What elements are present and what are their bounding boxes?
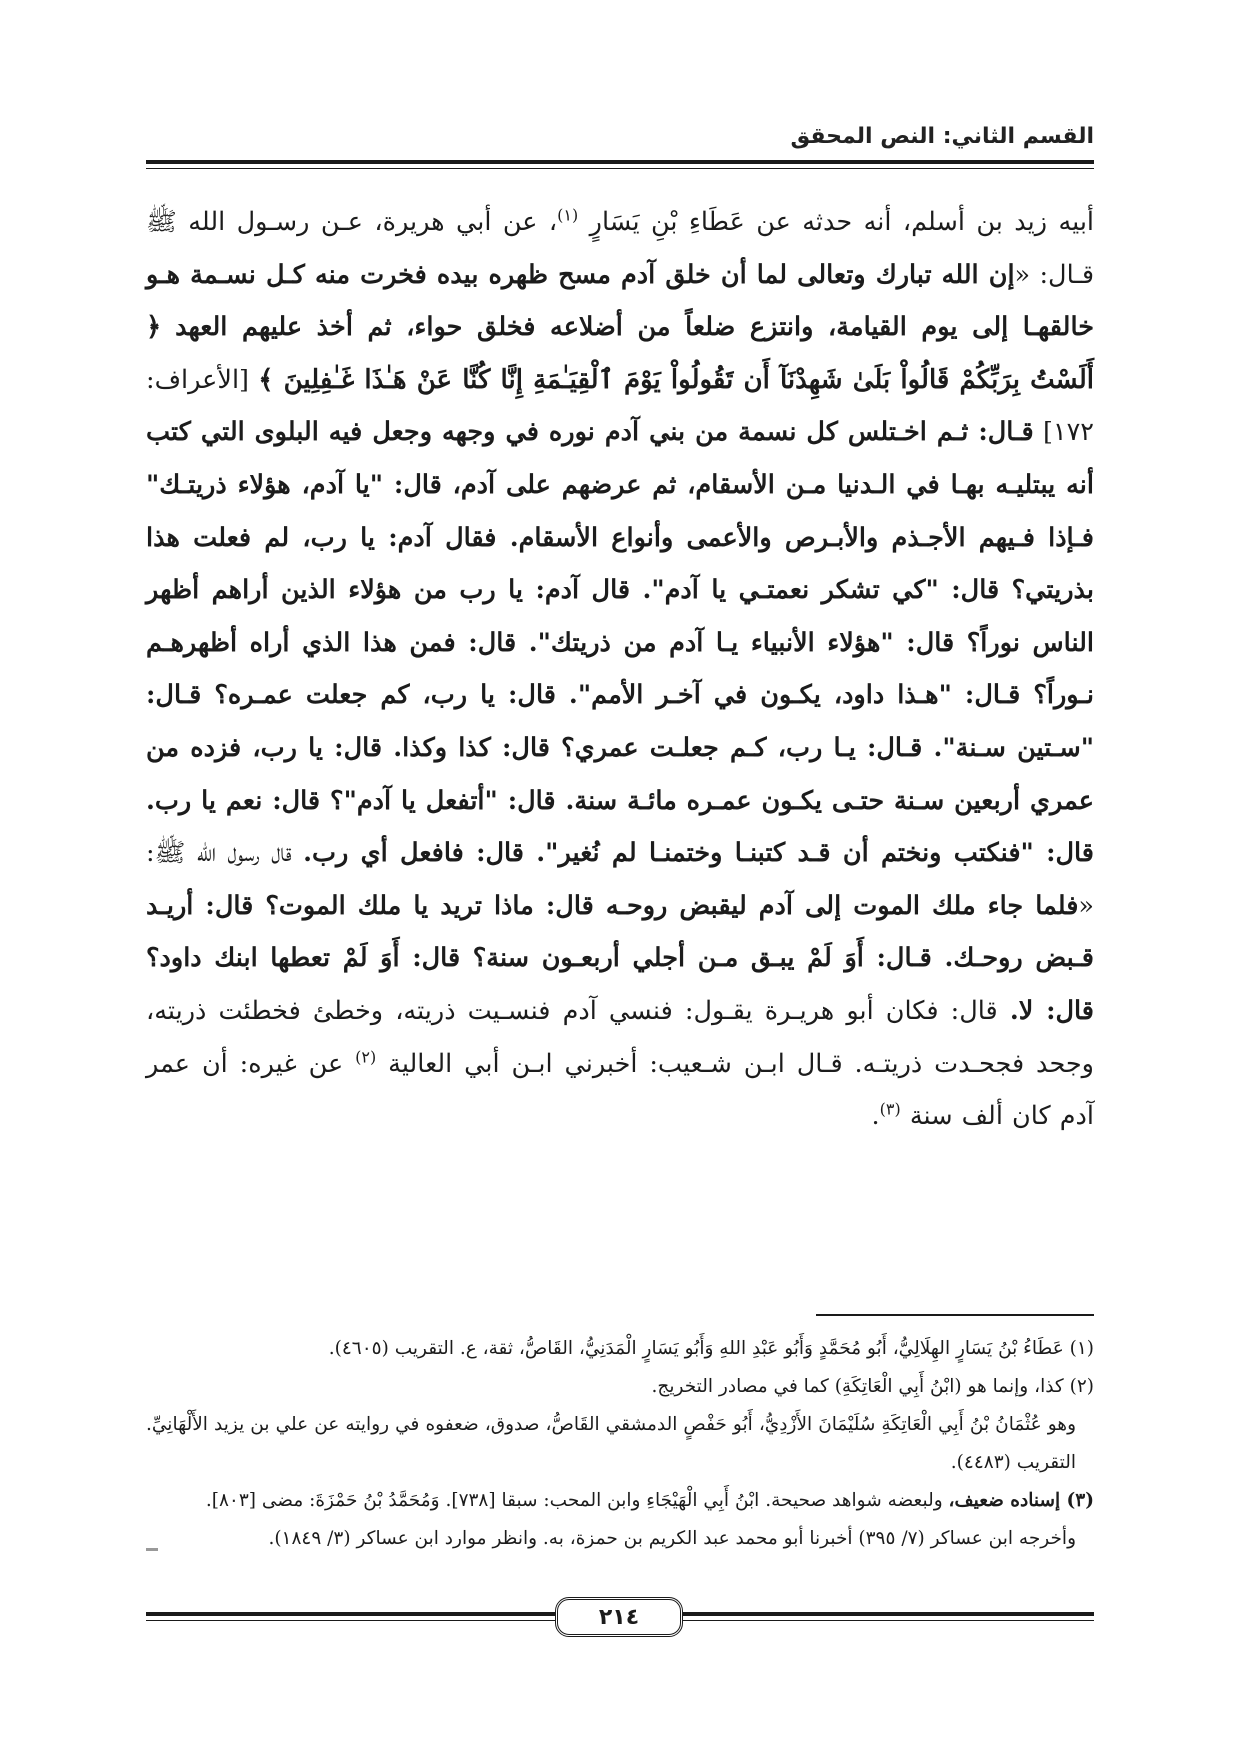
header-rule xyxy=(146,160,1094,169)
quran-reference: [الأعراف: ١٧٢] xyxy=(146,364,1094,448)
footnotes xyxy=(146,1330,1094,1558)
footnote-1: (١) عَطَاءُ بْنُ يَسَارٍ الهِلَالِيُّ، أَبُو مُحَمَّدٍ وَأَبُو عَبْدِ اللهِ وَأَبُو يَسَارٍ الْمَدَنِيُّ، القَاصُّ، ثقة، ع. التقريب (٤٦٠٥). xyxy=(328,1338,1094,1359)
ornament-dash xyxy=(146,1548,158,1551)
footnote-2-continued: وهو عُثْمَانُ بْنُ أَبِي الْعَاتِكَةِ سُلَيْمَانَ الأَزْدِيُّ، أَبُو حَفْصٍ الدمشقي القَاصُّ، صدوق، ضعفوه في روايته عن علي بن يزيد الأَلْهَانِيِّ. التقريب (٤٤٨٣). xyxy=(146,1414,1076,1473)
footnote-ref-1: (١) xyxy=(557,205,579,225)
footnote-separator xyxy=(816,1314,1094,1316)
main-paragraph xyxy=(146,196,1094,1143)
text-segment: قال: فكان أبو هريـرة يقـول: فنسي آدم فنسـيت ذريته، وخطئ فخطئت ذريته، وجحد فجحـدت ذريتـه. قـال ابـن شـعيب: أخبرني ابـن أبي العالية xyxy=(146,995,1094,1079)
hadith-text-bold: إن الله تبارك وتعالى لما أن خلق آدم مسح ظهره بيده فخرت منه كـل نسـمة هـو خالقهـا إلى يوم القيامة، وانتزع ضلعاً من أضلاعه فخلق حواء، ثم أخذ عليهم العهد xyxy=(146,259,1094,343)
text-segment: أبيه زيد بن أسلم، أنه حدثه عن عَطَاءِ بْنِ يَسَارٍ xyxy=(578,207,1095,237)
hadith-text-bold: فلما جاء ملك الموت إلى آدم ليقبض روحـه قال: ماذا تريد يا ملك الموت؟ قال: أريـد قـبض روحـك. قـال: أَوَ لَمْ يبـق مـن أجلي أربعـون سنة؟ قال: أَوَ لَمْ تعطها ابنك داود؟ قال: لا. xyxy=(146,890,1094,1026)
quran-verse: ﴿ أَلَسْتُ بِرَبِّكُمْ قَالُواْ بَلَىٰ شَهِدْنَآ أَن تَقُولُواْ يَوْمَ ٱلْقِيَـٰمَةِ إِنَّا كُنَّا عَنْ هَـٰذَا غَـٰفِلِينَ ﴾ xyxy=(146,312,1095,395)
main-text xyxy=(146,196,1094,1143)
running-title: القسم الثاني: النص المحقق xyxy=(790,124,1094,149)
footnote-3 xyxy=(146,1482,1094,1520)
text-segment: . xyxy=(871,1101,880,1132)
footnote-ref-3: (٣) xyxy=(879,1099,901,1119)
text-segment: عن غيره: أن عمر آدم كان ألف سنة xyxy=(146,1048,1094,1132)
footnote-3-continued: وأخرجه ابن عساكر (٧/ ٣٩٥) أخبرنا أبو محمد عبد الكريم بن حمزة، به. وانظر موارد ابن عساكر (٣/ ١٨٤٩). xyxy=(268,1528,1076,1549)
hadith-text-bold: قـال: ثـم اخـتلس كل نسمة من بني آدم نوره في وجهه وجعل فيه البلوى التي كتب أنه يبتليـه بهـا في الـدنيا مـن الأسقام، ثم عرضهم على آدم، قال: "يا آدم، هؤلاء ذريتـك" فـإذا فـيهم الأجـذم والأبـرص والأعمى وأنواع الأسقام. فقال آدم: يا رب، لم فعلت هذا بذريتي؟ قال: "كي تشكر نعمتـي يا آدم". قال آدم: يا رب من هؤلاء الذين أراهم أظهر الناس نوراً؟ قال: "هؤلاء الأنبياء يـا آدم من ذريتك". قال: فمن هذا الذي أراه أظهرهـم نـوراً؟ قـال: "هـذا داود، يكـون في آخـر الأمم". قال: يا رب، كم جعلت عمـره؟ قـال: "سـتين سـنة". قـال: يـا رب، كـم جعلـت عمري؟ قال: كذا وكذا. قال: يا رب، فزده من عمري أربعين سـنة حتـى يكـون عمـره مائـة سنة. قال: "أتفعل يا آدم"؟ قال: نعم يا رب. قال: "فنكتب ونختم أن قـد كتبنـا وختمنـا لم نُغير". قال: فافعل أي رب. xyxy=(146,417,1094,869)
footnote-2: (٢) كذا، وإنما هو (ابْنُ أَبِي الْعَاتِكَةِ) كما في مصادر التخريج. xyxy=(651,1376,1094,1397)
page-number-frame xyxy=(555,1597,683,1637)
footnote-ref-2: (٢) xyxy=(355,1047,377,1066)
footnote-3-text: ولبعضه شواهد صحيحة. ابْنُ أَبِي الْهَيْجَاءِ وابن المحب: سبقا [٧٣٨]. وَمُحَمَّدُ بْنُ حَمْزَةَ: مضى [٨٠٣]. xyxy=(205,1490,949,1511)
text-segment: قال رسول الله ﷺ: « xyxy=(146,838,1094,921)
footnote-3-label: (٣) إسناده ضعيف، xyxy=(948,1490,1094,1511)
text-segment: ، عن أبي هريرة، عـن رسـول الله ﷺ قـال: « xyxy=(146,207,1095,290)
page-number: ٢١٤ xyxy=(598,1604,640,1630)
